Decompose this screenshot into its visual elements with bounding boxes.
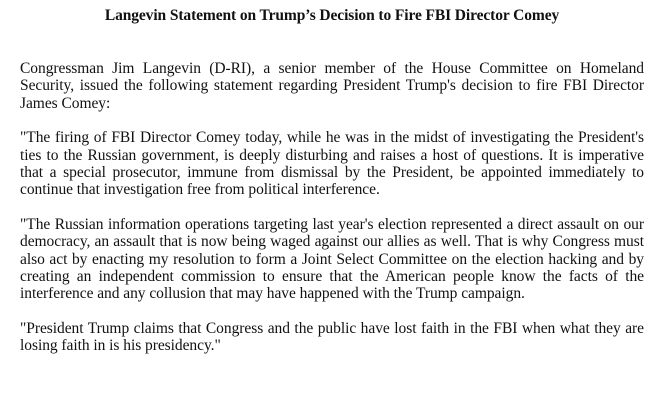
press-statement bbox=[20, 6, 644, 355]
quote-paragraph-1: "The firing of FBI Director Comey today, while he was in the midst of investigating the President's ties to the Russian government, is deeply disturbing and raises a host of questions. It is imperative that a special prosecutor, immune from dismissal by the President, be appointed immediately to continue that investigation free from political interference. bbox=[20, 129, 644, 199]
intro-paragraph: Congressman Jim Langevin (D-RI), a senior member of the House Committee on Homeland Security, issued the following statement regarding President Trump's decision to fire FBI Director James Comey: bbox=[20, 60, 644, 112]
quote-paragraph-3: "President Trump claims that Congress and the public have lost faith in the FBI when what they are losing faith in is his presidency." bbox=[20, 319, 644, 355]
quote-paragraph-2: "The Russian information operations targeting last year's election represented a direct assault on our democracy, an assault that is now being waged against our allies as well. That is why Congress must also act by enacting my resolution to form a Joint Select Committee on the election hacking and by creating an independent commission to ensure that the American people know the facts of the interference and any collusion that may have happened with the Trump campaign. bbox=[20, 215, 644, 303]
document-title: Langevin Statement on Trump’s Decision to Fire FBI Director Comey bbox=[104, 7, 560, 24]
